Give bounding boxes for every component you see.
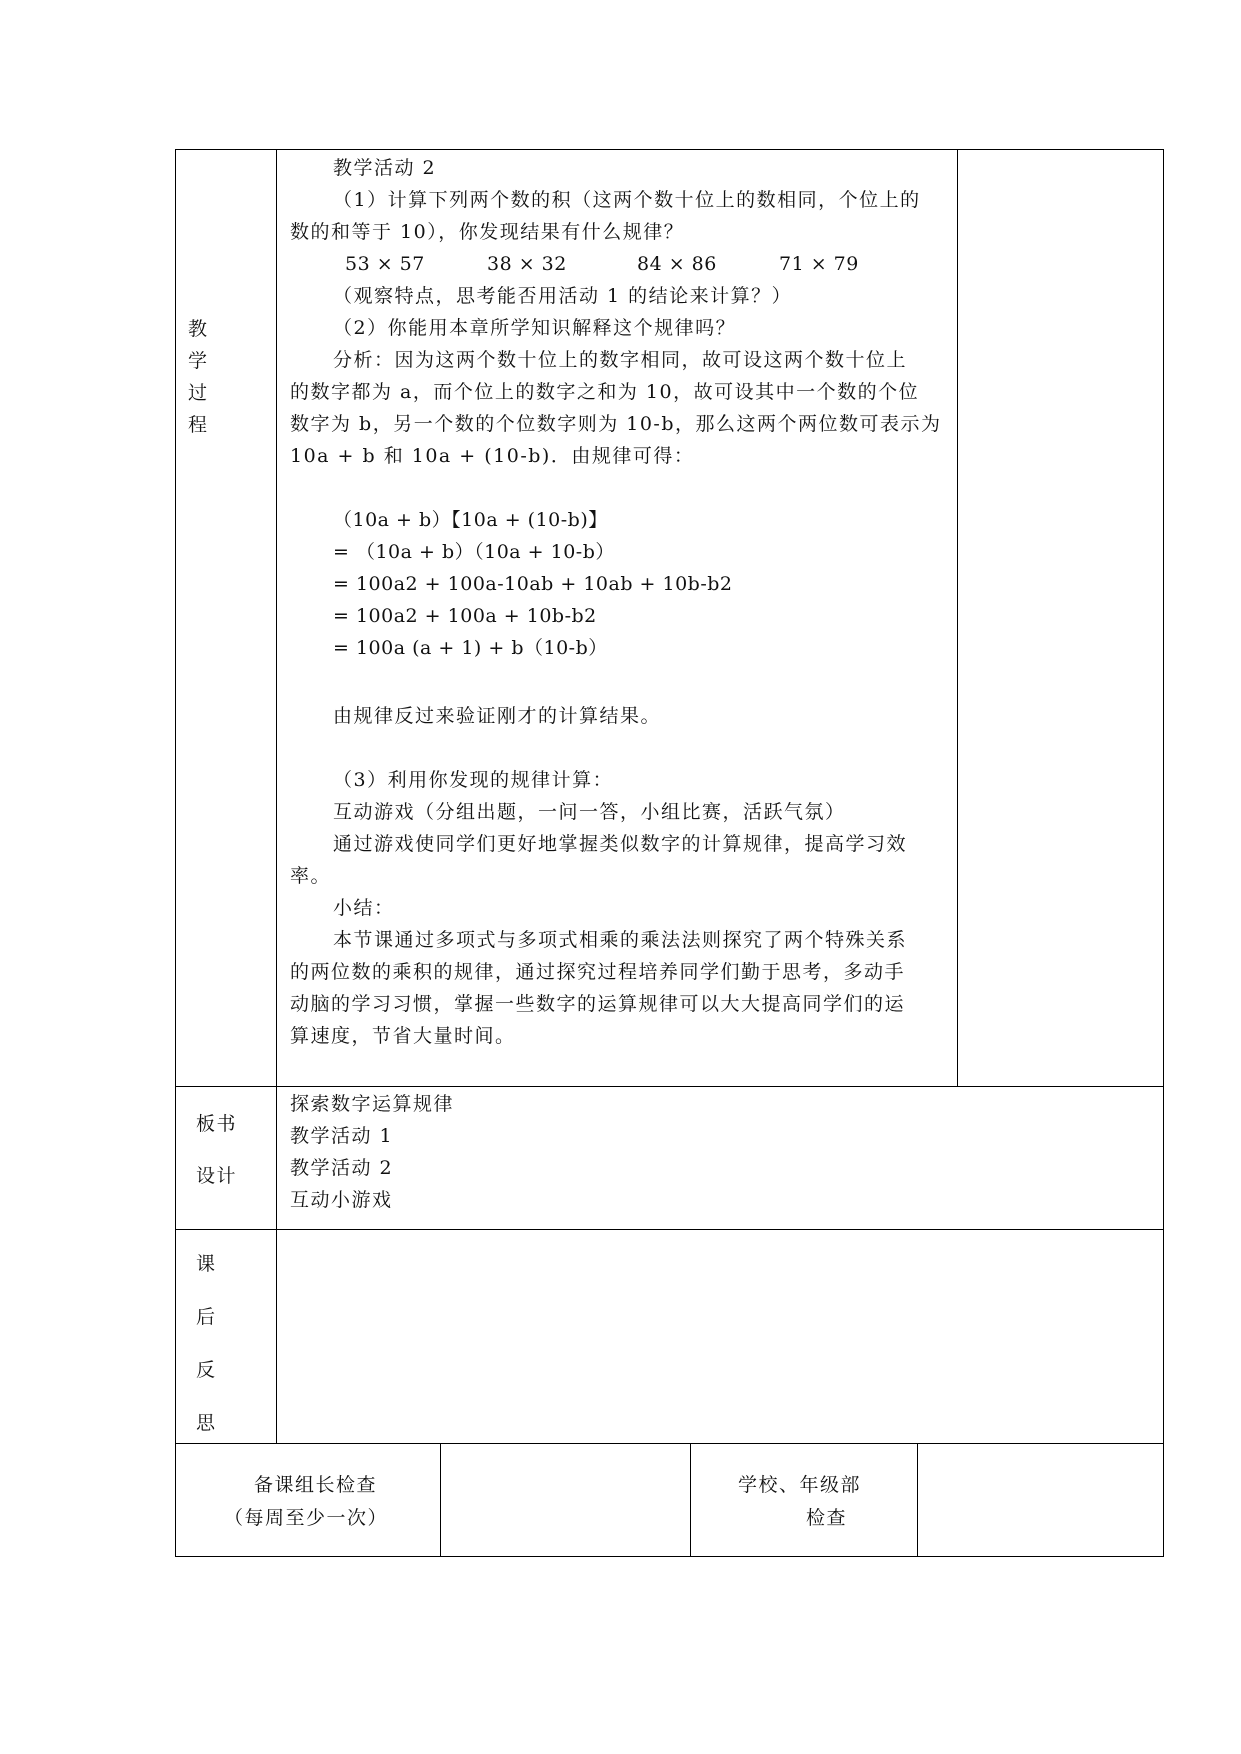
- board-label-line-1: 板书: [196, 1113, 238, 1135]
- process-label-char: 过: [188, 382, 208, 404]
- table-border-bottom: [175, 1556, 1164, 1557]
- derivation-line-5: = 100a (a + 1) + b（10-b）: [333, 637, 608, 659]
- process-label-char: 学: [188, 350, 208, 372]
- table-border-right: [1163, 149, 1164, 1557]
- question-3: （3）利用你发现的规律计算：: [333, 769, 614, 791]
- reflection-label-char: 课: [196, 1253, 216, 1275]
- question-1-line-1: （1）计算下列两个数的积（这两个数十位上的数相同，个位上的: [333, 189, 921, 211]
- derivation-line-4: = 100a2 + 100a + 10b-b2: [333, 605, 597, 627]
- school-check-label-2: 检查: [806, 1507, 848, 1529]
- expression-4: 71 × 79: [779, 253, 859, 275]
- label-column-divider: [276, 149, 277, 1444]
- board-line-title: 探索数字运算规律: [290, 1093, 455, 1115]
- board-line-activity-1: 教学活动 1: [290, 1125, 394, 1147]
- process-label-char: 程: [188, 414, 208, 436]
- row-divider-process: [175, 1086, 1164, 1087]
- group-leader-check-note: （每周至少一次）: [224, 1507, 389, 1529]
- derivation-line-3: = 100a2 + 100a-10ab + 10ab + 10b-b2: [333, 573, 733, 595]
- game-purpose-line-1: 通过游戏使同学们更好地掌握类似数字的计算规律，提高学习效: [333, 833, 908, 855]
- analysis-line-4: 10a + b 和 10a + (10-b)．由规律可得：: [290, 445, 695, 467]
- summary-heading: 小结：: [333, 897, 395, 919]
- check-divider-2: [690, 1443, 691, 1557]
- game-text: 互动游戏（分组出题，一问一答，小组比赛，活跃气氛）: [333, 801, 846, 823]
- process-label-char: 教: [188, 318, 208, 340]
- summary-line-3: 动脑的学习习惯，掌握一些数字的运算规律可以大大提高同学们的运: [290, 993, 906, 1015]
- analysis-line-3: 数字为 b，另一个数的个位数字则为 10-b，那么这两个两位数可表示为: [290, 413, 942, 435]
- board-line-activity-2: 教学活动 2: [290, 1157, 394, 1179]
- analysis-line-1: 分析：因为这两个数十位上的数字相同，故可设这两个数十位上: [333, 349, 908, 371]
- derivation-line-2: = （10a + b）（10a + 10-b）: [333, 541, 615, 563]
- game-purpose-line-2: 率。: [290, 865, 332, 887]
- expression-2: 38 × 32: [487, 253, 567, 275]
- analysis-line-2: 的数字都为 a，而个位上的数字之和为 10，故可设其中一个数的个位: [290, 381, 920, 403]
- derivation-line-1: （10a + b）【10a + (10-b)】: [333, 509, 608, 531]
- expression-1: 53 × 57: [345, 253, 425, 275]
- summary-line-1: 本节课通过多项式与多项式相乘的乘法法则探究了两个特殊关系: [333, 929, 908, 951]
- verification-text: 由规律反过来验证刚才的计算结果。: [333, 705, 662, 727]
- question-2: （2）你能用本章所学知识解释这个规律吗？: [333, 317, 737, 339]
- summary-line-2: 的两位数的乘积的规律，通过探究过程培养同学们勤于思考，多动手: [290, 961, 906, 983]
- summary-line-4: 算速度，节省大量时间。: [290, 1025, 516, 1047]
- activity-heading: 教学活动 2: [333, 157, 437, 179]
- school-check-label: 学校、年级部: [738, 1474, 862, 1496]
- check-divider-1: [440, 1443, 441, 1557]
- hint-text: （观察特点，思考能否用活动 1 的结论来计算？）: [333, 285, 793, 307]
- reflection-label-char: 后: [196, 1306, 216, 1328]
- question-1-line-2: 数的和等于 10），你发现结果有什么规律？: [290, 221, 685, 243]
- check-divider-3: [917, 1443, 918, 1557]
- reflection-label-char: 思: [196, 1412, 216, 1434]
- table-border-left: [175, 149, 176, 1557]
- board-label-line-2: 设计: [196, 1165, 238, 1187]
- board-line-game: 互动小游戏: [290, 1189, 393, 1211]
- expression-3: 84 × 86: [637, 253, 717, 275]
- table-border-top: [175, 149, 1164, 150]
- reflection-label-char: 反: [196, 1359, 216, 1381]
- process-side-column-divider: [957, 149, 958, 1087]
- row-divider-reflection: [175, 1443, 1164, 1444]
- group-leader-check-label: 备课组长检查: [254, 1474, 378, 1496]
- row-divider-board: [175, 1229, 1164, 1230]
